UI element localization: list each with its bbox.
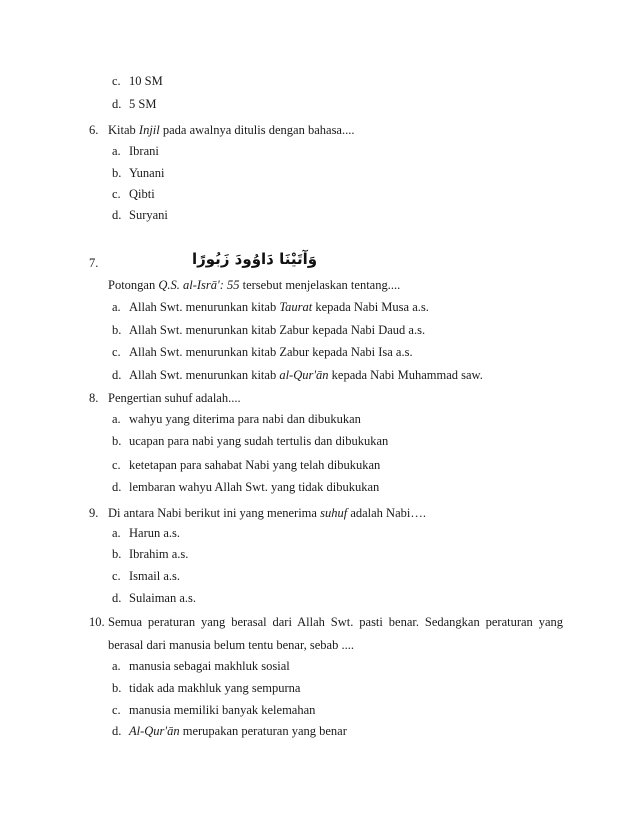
q7-option-d: d. Allah Swt. menurunkan kitab al-Qur'ān kepada Nabi Muhammad saw. [112,368,483,382]
q9-option-a: a. Harun a.s. [112,526,181,540]
q6-number: 6. [89,123,99,137]
q6-option-d: d. Suryani [112,208,168,222]
q6-option-c: c. Qibti [112,187,155,201]
q9-option-d: d. Sulaiman a.s. [112,591,197,605]
q9-option-c: c. Ismail a.s. [112,569,181,583]
arabic-calligraphy-icon [108,242,318,272]
q7-option-b: b. Allah Swt. menurunkan kitab Zabur kepada Nabi Daud a.s. [112,323,426,337]
q8-question: Pengertian suhuf adalah.... [108,391,241,405]
q8-option-d: d. lembaran wahyu Allah Swt. yang tidak dibukukan [112,480,380,494]
q9-option-b: b. Ibrahim a.s. [112,547,189,561]
q10-question-line2: berasal dari manusia belum tentu benar, sebab .... [108,638,354,652]
q10-option-b: b. tidak ada makhluk yang sempurna [112,681,301,695]
q8-option-b: b. ucapan para nabi yang sudah tertulis dan dibukukan [112,434,389,448]
q10-option-c: c. manusia memiliki banyak kelemahan [112,703,316,717]
q8-number: 8. [89,391,99,405]
q7-question: Potongan Q.S. al-Isrā': 55 tersebut menjelaskan tentang.... [108,278,401,292]
q10-number: 10. [89,615,105,629]
q6-question: Kitab Injil pada awalnya ditulis dengan bahasa.... [108,123,355,137]
q10-question-line1: Semua peraturan yang berasal dari Allah Swt. pasti benar. Sedangkan peraturan yang [108,615,563,629]
q6-option-b: b. Yunani [112,166,165,180]
q5-option-c: c. 10 SM [112,74,163,88]
q7-option-c: c. Allah Swt. menurunkan kitab Zabur kepada Nabi Isa a.s. [112,345,413,359]
q9-question: Di antara Nabi berikut ini yang menerima suhuf adalah Nabi…. [108,506,426,520]
q7-number: 7. [89,256,99,270]
q10-option-a: a. manusia sebagai makhluk sosial [112,659,290,673]
q10-option-d: d. Al-Qur'ān merupakan peraturan yang benar [112,724,347,738]
q5-option-d: d. 5 SM [112,97,157,111]
q9-number: 9. [89,506,99,520]
q7-option-a: a. Allah Swt. menurunkan kitab Taurat kepada Nabi Musa a.s. [112,300,429,314]
arabic-verse-image [108,242,318,272]
q8-option-a: a. wahyu yang diterima para nabi dan dibukukan [112,412,361,426]
q8-option-c: c. ketetapan para sahabat Nabi yang telah dibukukan [112,458,381,472]
arabic-verse-text: وَآتَيْنَا دَاوُودَ زَبُورًا [192,250,318,268]
q6-option-a: a. Ibrani [112,144,159,158]
